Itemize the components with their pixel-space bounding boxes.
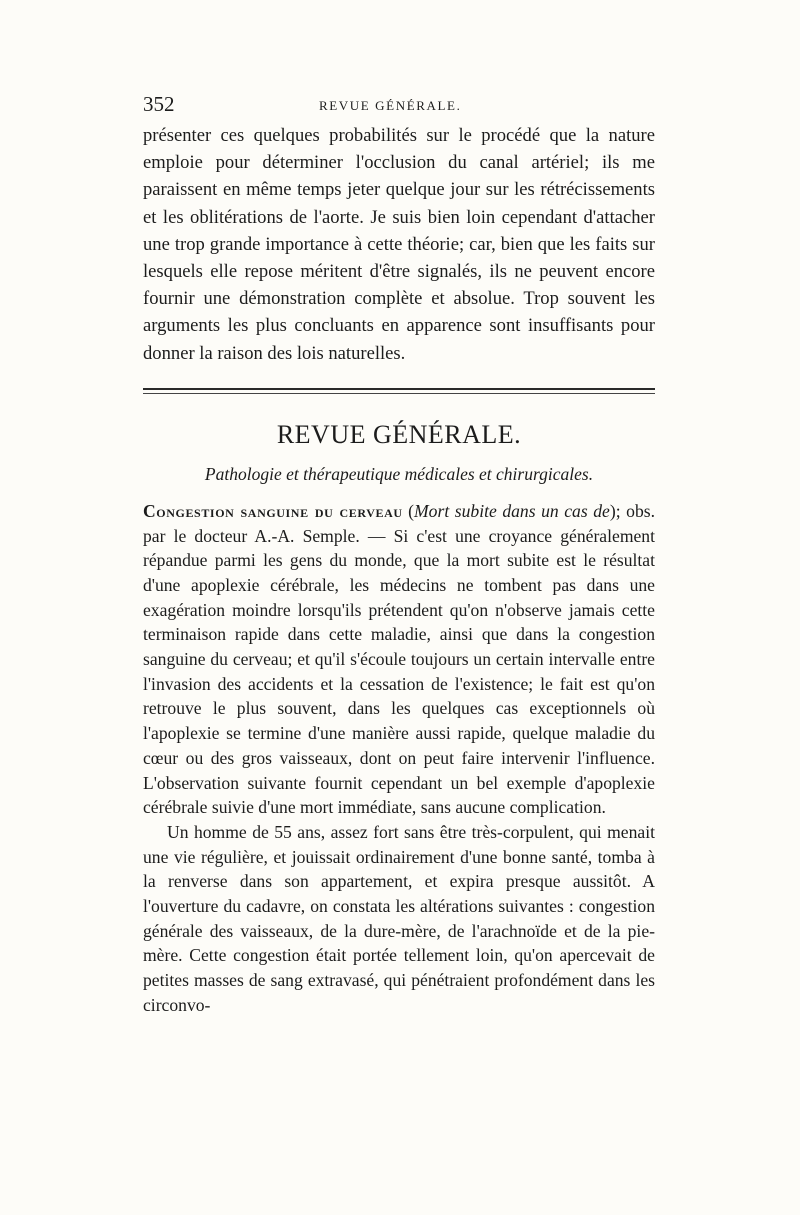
section-divider: [143, 388, 655, 396]
article-paragraph-1-text: ); obs. par le docteur A.-A. Semple. — Si c'est une croyance généralement répandue parmi les gens du monde, que la mort subite est le résultat d'une apoplexie cérébrale, les médecins ne tombent pas dans une exagération moindre lorsqu'ils prétendent qu'on n'observe jamais cette terminaison rapide dans cette maladie, ainsi que dans la congestion sanguine du cerveau; et qu'il s'écoule toujours un certain intervalle entre l'invasion des accidents et la cessation de l'existence; le fait est qu'on retrouve le plus souvent, dans les quelques cas exceptionnels où l'apoplexie se termine d'une manière aussi rapide, quelque maladie du cœur ou des gros vaisseaux, dont on peut faire intervenir l'influence. L'observation suivante fournit cependant un bel exemple d'apoplexie cérébrale suivie d'une mort immédiate, sans aucune complication.: [143, 500, 655, 818]
article-lead-heading: Congestion sanguine du cerveau: [143, 500, 403, 521]
intro-paragraph-block: [143, 122, 655, 367]
running-head: [143, 92, 655, 118]
section-subtitle: Pathologie et thérapeutique médicales et chirurgicales.: [204, 463, 594, 484]
article-paragraph-2: Un homme de 55 ans, assez fort sans être très-corpulent, qui menait une vie régulière, et jouissait ordinairement d'une bonne santé, tomba à la renverse dans son appartement, et expira presque aussitôt. A l'ouverture du cadavre, on constata les altérations suivantes : congestion générale des vaisseaux, de la dure-mère, de l'arachnoïde et de la pie-mère. Cette congestion était portée tellement loin, qu'on apercevait de petites masses de sang extravasé, qui pénétraient profondément dans les circonvo-: [143, 821, 655, 1015]
article-lead-italic: Mort subite dans un cas de: [414, 500, 610, 521]
page-number: 352: [143, 92, 175, 116]
article-open-paren: (: [402, 500, 415, 521]
section-title: REVUE GÉNÉRALE.: [276, 419, 522, 449]
article-body: [143, 499, 655, 1018]
intro-paragraph: présenter ces quelques probabilités sur le procédé que la nature emploie pour déterminer l'occlusion du canal artériel; ils me paraissent en même temps jeter quelque jour sur les rétrécissements et les oblitérations de l'aorte. Je suis bien loin cependant d'attacher une trop grande importance à cette théorie; car, bien que les faits sur lesquels elle repose méritent d'être signalés, ils ne peuvent encore fournir une démonstration complète et absolue. Trop souvent les arguments les plus concluants en apparence sont insuffisants pour donner la raison des lois naturelles.: [143, 125, 655, 364]
article-paragraph-1: [143, 499, 655, 820]
running-title: REVUE GÉNÉRALE.: [319, 98, 462, 113]
divider-thick-rule: [143, 388, 655, 390]
book-page: [143, 92, 655, 1018]
divider-thin-rule: [143, 393, 655, 394]
